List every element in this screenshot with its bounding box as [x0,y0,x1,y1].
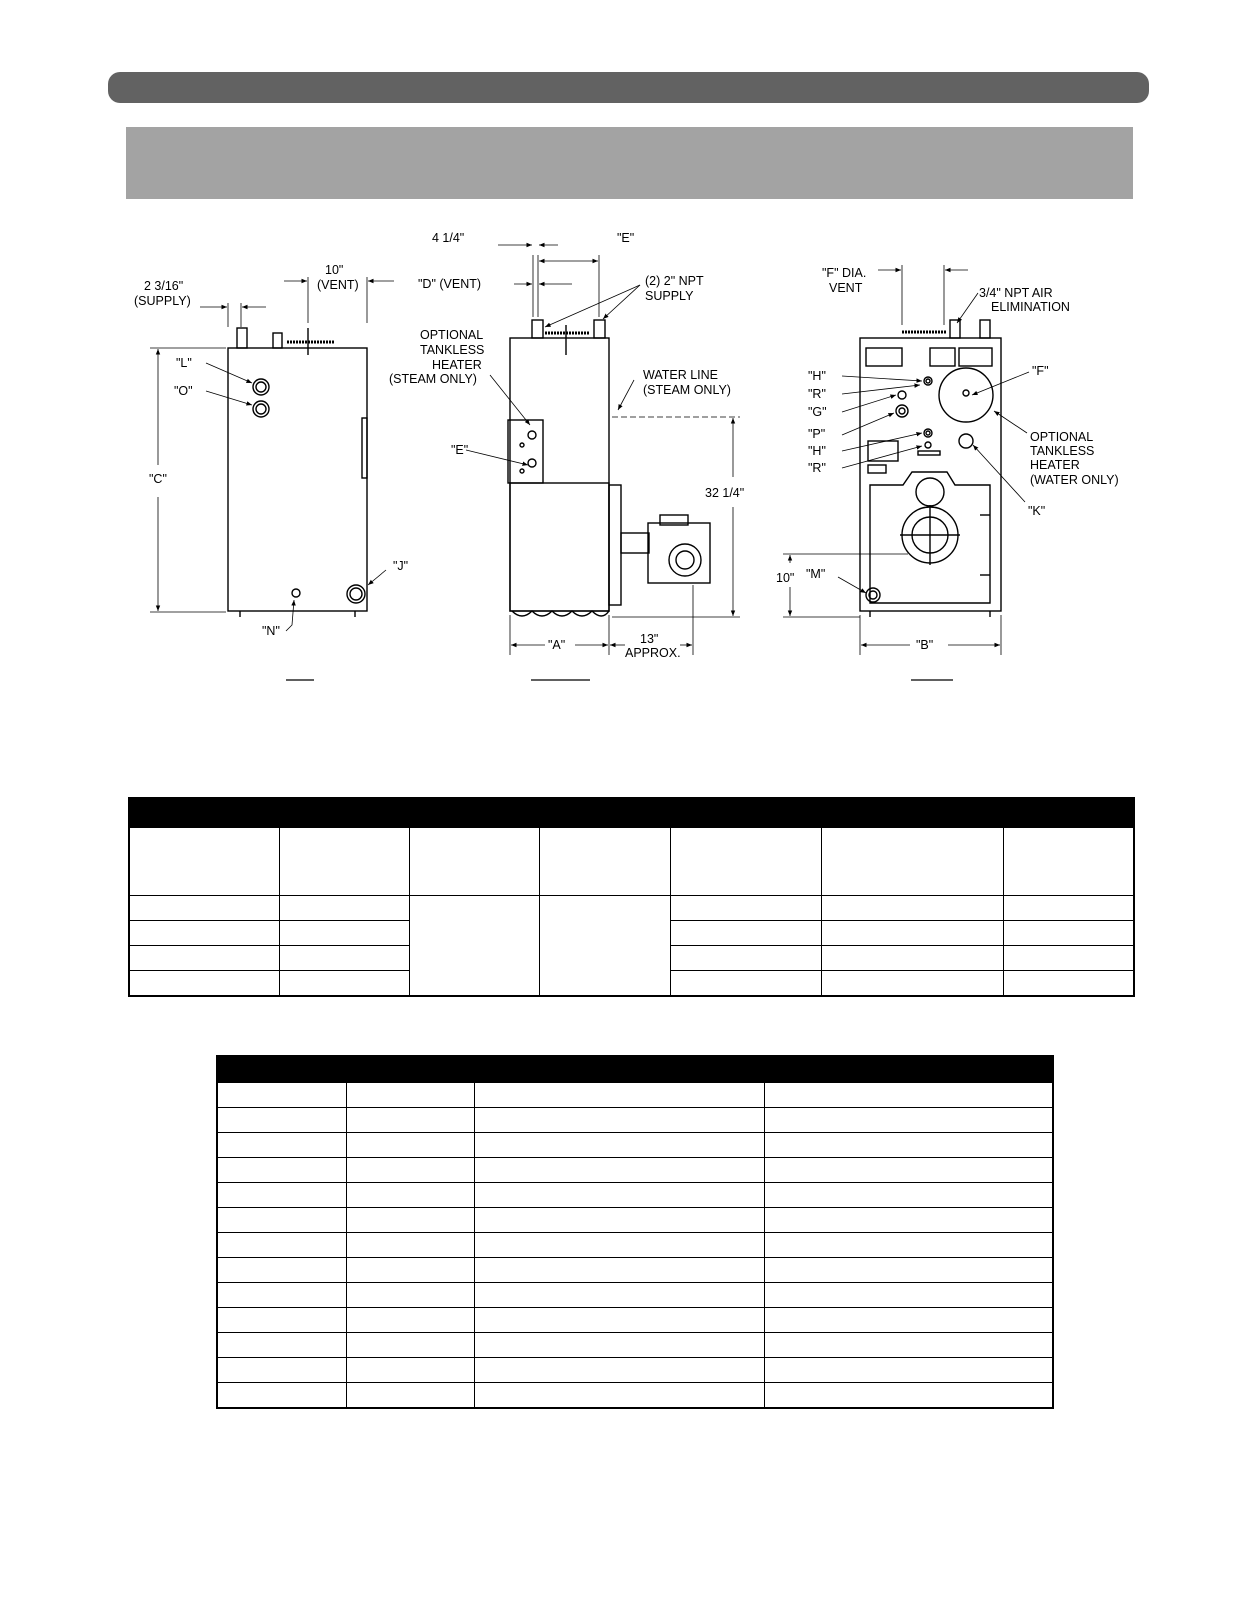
table-row [217,1233,1053,1258]
table-row [217,1108,1053,1133]
table-cell [217,1108,346,1133]
table-cell [764,1383,1053,1409]
table-row [217,1308,1053,1333]
boiler-dimension-diagram [0,215,1260,715]
header-cell [409,828,539,896]
table-cell [764,1258,1053,1283]
dim-supply-value: 2 3/16" [144,279,184,293]
heater-water-line1: OPTIONAL [1030,430,1094,444]
label-h1: "H" [808,369,826,383]
table-cell [346,1083,474,1108]
table-row [217,1208,1053,1233]
dimensions-table [128,797,1135,997]
label-e-top: "E" [617,231,635,245]
dim-32-1-4: 32 1/4" [705,486,745,500]
table-cell [474,1208,764,1233]
header-cell [539,828,670,896]
header-cell [1004,828,1134,896]
table-cell [217,1233,346,1258]
table-cell [346,1283,474,1308]
table-row [129,896,1134,921]
rear-view-labels [776,266,1119,652]
table-row [217,1358,1053,1383]
heater-steam-line3: HEATER [432,358,482,372]
table-cell [346,1208,474,1233]
table-cell [670,946,821,971]
right-cabinet [860,338,1001,611]
label-j: "J" [393,559,409,573]
table-cell [764,1308,1053,1333]
table-cell [217,1258,346,1283]
table-cell [474,1083,764,1108]
dim-vent-value: 10" [325,263,344,277]
table-cell [764,1283,1053,1308]
table-cell [217,1158,346,1183]
table-row [217,1258,1053,1283]
label-k: "K" [1028,504,1046,518]
table-cell [764,1158,1053,1183]
table-cell [217,1133,346,1158]
table-cell [670,921,821,946]
supply-line2: SUPPLY [645,289,694,303]
dim-10: 10" [776,571,795,585]
table-cell [474,1308,764,1333]
table-cell [346,1333,474,1358]
table-cell [764,1233,1053,1258]
table-cell [764,1183,1053,1208]
table-cell [764,1208,1053,1233]
table-row [217,1283,1053,1308]
table-cell [129,971,279,997]
table-cell [474,1358,764,1383]
dim-4-1-4: 4 1/4" [432,231,465,245]
approx-label: APPROX. [625,646,681,660]
air-line1: 3/4" NPT AIR [979,286,1053,300]
table-cell [474,1233,764,1258]
vent-line2: VENT [829,281,863,295]
dim-supply-label: (SUPPLY) [134,294,191,308]
table-cell [346,1258,474,1283]
water-line2: (STEAM ONLY) [643,383,731,397]
table-cell [764,1333,1053,1358]
table-cell [474,1333,764,1358]
table-cell [1004,971,1134,997]
table-row [217,1158,1053,1183]
table-cell [821,921,1003,946]
table-cell [670,971,821,997]
label-n: "N" [262,624,280,638]
table-cell [474,1258,764,1283]
table-cell [129,946,279,971]
label-b: "B" [916,638,934,652]
header-cell [279,828,409,896]
water-line1: WATER LINE [643,368,719,382]
table-cell [474,1183,764,1208]
heater-water-line2: TANKLESS [1030,444,1095,458]
table-cell [670,896,821,921]
merged-cell [409,896,539,997]
table-cell [821,946,1003,971]
heater-water-line3: HEATER [1030,458,1080,472]
dim-d-vent: "D" (VENT) [418,277,482,291]
label-p: "P" [808,427,826,441]
label-c: "C" [149,472,167,486]
table-cell [764,1133,1053,1158]
left-cabinet [228,348,367,611]
dim-13: 13" [640,632,659,646]
dimensions-table-title-band [129,798,1134,828]
table-cell [474,1383,764,1409]
table-cell [474,1158,764,1183]
table-cell [217,1308,346,1333]
tankless-heater-steam [508,420,543,483]
header-bar [108,72,1149,103]
tankless-heater-water [939,368,993,422]
table-cell [279,971,409,997]
table-cell [821,971,1003,997]
heater-steam-line1: OPTIONAL [420,328,484,342]
table-cell [1004,921,1134,946]
table-cell [474,1283,764,1308]
table-cell [1004,896,1134,921]
label-h2: "H" [808,444,826,458]
dimensions-table-header-row [129,828,1134,896]
table-cell [217,1358,346,1383]
front-view [466,245,740,680]
table-cell [217,1333,346,1358]
front-view-labels [389,231,744,660]
fitting-m [866,588,880,602]
label-o: "O" [174,384,193,398]
header-cell [821,828,1003,896]
supply-line1: (2) 2" NPT [645,274,704,288]
table-cell [346,1383,474,1409]
table-cell [217,1383,346,1409]
table-row [217,1383,1053,1409]
label-g: "G" [808,405,827,419]
table-cell [764,1108,1053,1133]
merged-cell [539,896,670,997]
table-cell [821,896,1003,921]
table-cell [346,1358,474,1383]
table-cell [474,1108,764,1133]
label-r1: "R" [808,387,826,401]
air-line2: ELIMINATION [991,300,1070,314]
table-cell [474,1133,764,1158]
label-m: "M" [806,567,826,581]
header-cell [129,828,279,896]
table-row [217,1183,1053,1208]
label-f: "F" [1032,364,1049,378]
table-row [217,1333,1053,1358]
heater-steam-line2: TANKLESS [420,343,485,357]
table-row [217,1083,1053,1108]
table-cell [279,946,409,971]
heater-steam-line4: (STEAM ONLY) [389,372,477,386]
table-cell [764,1358,1053,1383]
table-cell [764,1083,1053,1108]
dim-vent-label: (VENT) [317,278,359,292]
heater-water-line4: (WATER ONLY) [1030,473,1119,487]
table-row [217,1133,1053,1158]
connections-table-title-band [217,1056,1053,1083]
fitting-k [959,434,973,448]
label-l: "L" [176,356,192,370]
middle-cabinet [510,338,609,611]
label-r2: "R" [808,461,826,475]
table-cell [217,1183,346,1208]
table-cell [279,896,409,921]
table-cell [1004,946,1134,971]
table-cell [217,1083,346,1108]
table-cell [129,896,279,921]
vent-line1: "F" DIA. [822,266,867,280]
table-cell [346,1308,474,1333]
table-cell [346,1183,474,1208]
table-cell [346,1108,474,1133]
table-cell [217,1208,346,1233]
title-band [126,127,1133,199]
label-a: "A" [548,638,566,652]
table-cell [346,1133,474,1158]
table-cell [279,921,409,946]
fitting-n [292,589,300,597]
label-e-side: "E" [451,443,469,457]
header-cell [670,828,821,896]
left-side-view [150,277,394,680]
table-cell [217,1283,346,1308]
table-cell [346,1158,474,1183]
connections-table [216,1055,1054,1409]
table-cell [346,1233,474,1258]
table-cell [129,921,279,946]
